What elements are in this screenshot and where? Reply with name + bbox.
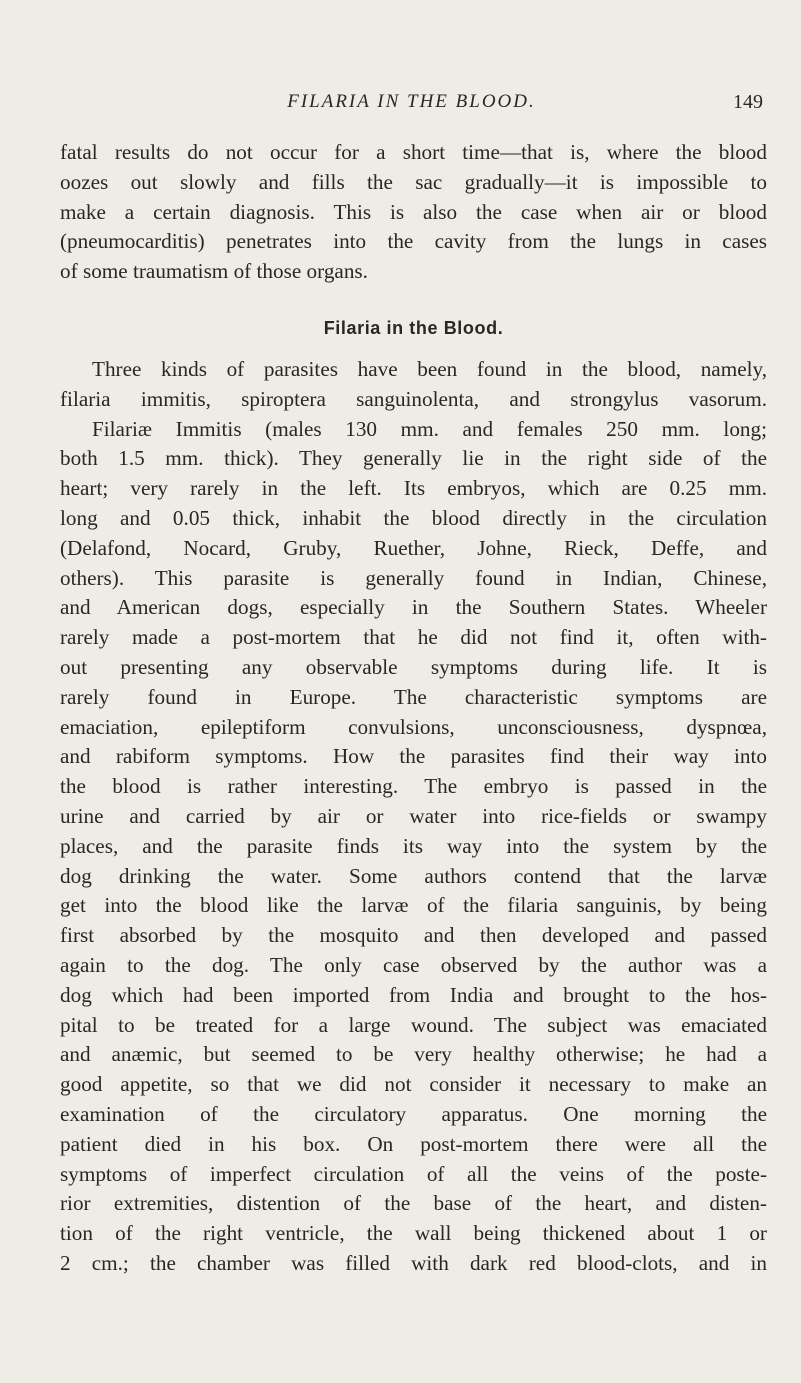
text-line: places, and the parasite finds its way into the system by the	[60, 833, 767, 858]
text-line: Filariæ Immitis (males 130 mm. and females 250 mm. long;	[92, 416, 767, 441]
running-head	[60, 89, 763, 119]
text-line: get into the blood like the larvæ of the filaria sanguinis, by being	[60, 893, 767, 918]
text-line: filaria immitis, spiroptera sanguinolenta, and strongylus vasorum.	[60, 386, 767, 411]
text-line: and rabiform symptoms. How the parasites find their way into	[60, 744, 767, 769]
text-line: examination of the circulatory apparatus. One morning the	[60, 1101, 767, 1126]
text-line: Three kinds of parasites have been found in the blood, namely,	[92, 356, 767, 381]
text-line: good appetite, so that we did not consider it necessary to make an	[60, 1072, 767, 1097]
running-title: FILARIA IN THE BLOOD.	[287, 91, 536, 112]
text-line: rarely found in Europe. The characteristic symptoms are	[60, 684, 767, 709]
text-line: of some traumatism of those organs.	[60, 259, 368, 284]
text-line: again to the dog. The only case observed by the author was a	[60, 952, 767, 977]
text-line: 2 cm.; the chamber was filled with dark red blood-clots, and in	[60, 1250, 767, 1275]
text-line: both 1.5 mm. thick). They generally lie in the right side of the	[60, 446, 767, 471]
text-line: long and 0.05 thick, inhabit the blood directly in the circulation	[60, 505, 767, 530]
text-line: rarely made a post-mortem that he did not find it, often with-	[60, 625, 767, 650]
text-line: others). This parasite is generally found in Indian, Chinese,	[60, 565, 767, 590]
text-line: out presenting any observable symptoms during life. It is	[60, 654, 767, 679]
text-line: rior extremities, distention of the base of the heart, and disten-	[60, 1191, 767, 1216]
text-line: and anæmic, but seemed to be very healthy otherwise; he had a	[60, 1042, 767, 1067]
text-line: emaciation, epileptiform convulsions, unconsciousness, dyspnœa,	[60, 714, 767, 739]
text-line: the blood is rather interesting. The embryo is passed in the	[60, 774, 767, 799]
page-number: 149	[733, 91, 763, 113]
text-line: first absorbed by the mosquito and then developed and passed	[60, 923, 767, 948]
body-text	[60, 138, 767, 1279]
text-line: heart; very rarely in the left. Its embryos, which are 0.25 mm.	[60, 476, 767, 501]
text-line: fatal results do not occur for a short time—that is, where the blood	[60, 140, 767, 164]
section-heading: Filaria in the Blood.	[323, 317, 504, 338]
text-line: make a certain diagnosis. This is also the case when air or blood	[60, 199, 767, 224]
text-line: dog drinking the water. Some authors contend that the larvæ	[60, 863, 767, 888]
paragraph-2	[60, 355, 767, 1279]
text-line: (Delafond, Nocard, Gruby, Ruether, Johne, Rieck, Deffe, and	[60, 535, 767, 560]
text-line: dog which had been imported from India and brought to the hos-	[60, 982, 767, 1007]
text-line: oozes out slowly and fills the sac gradually—it is impossible to	[60, 169, 767, 194]
text-line: tion of the right ventricle, the wall being thickened about 1 or	[60, 1221, 767, 1246]
text-line: patient died in his box. On post-mortem there were all the	[60, 1131, 767, 1156]
paragraph-1	[60, 138, 767, 287]
text-line: urine and carried by air or water into rice-fields or swampy	[60, 803, 767, 828]
text-line: (pneumocarditis) penetrates into the cavity from the lungs in cases	[60, 229, 767, 254]
text-line: and American dogs, especially in the Southern States. Wheeler	[60, 595, 767, 620]
text-line: symptoms of imperfect circulation of all the veins of the poste-	[60, 1161, 767, 1186]
text-line: pital to be treated for a large wound. The subject was emaciated	[60, 1012, 767, 1037]
